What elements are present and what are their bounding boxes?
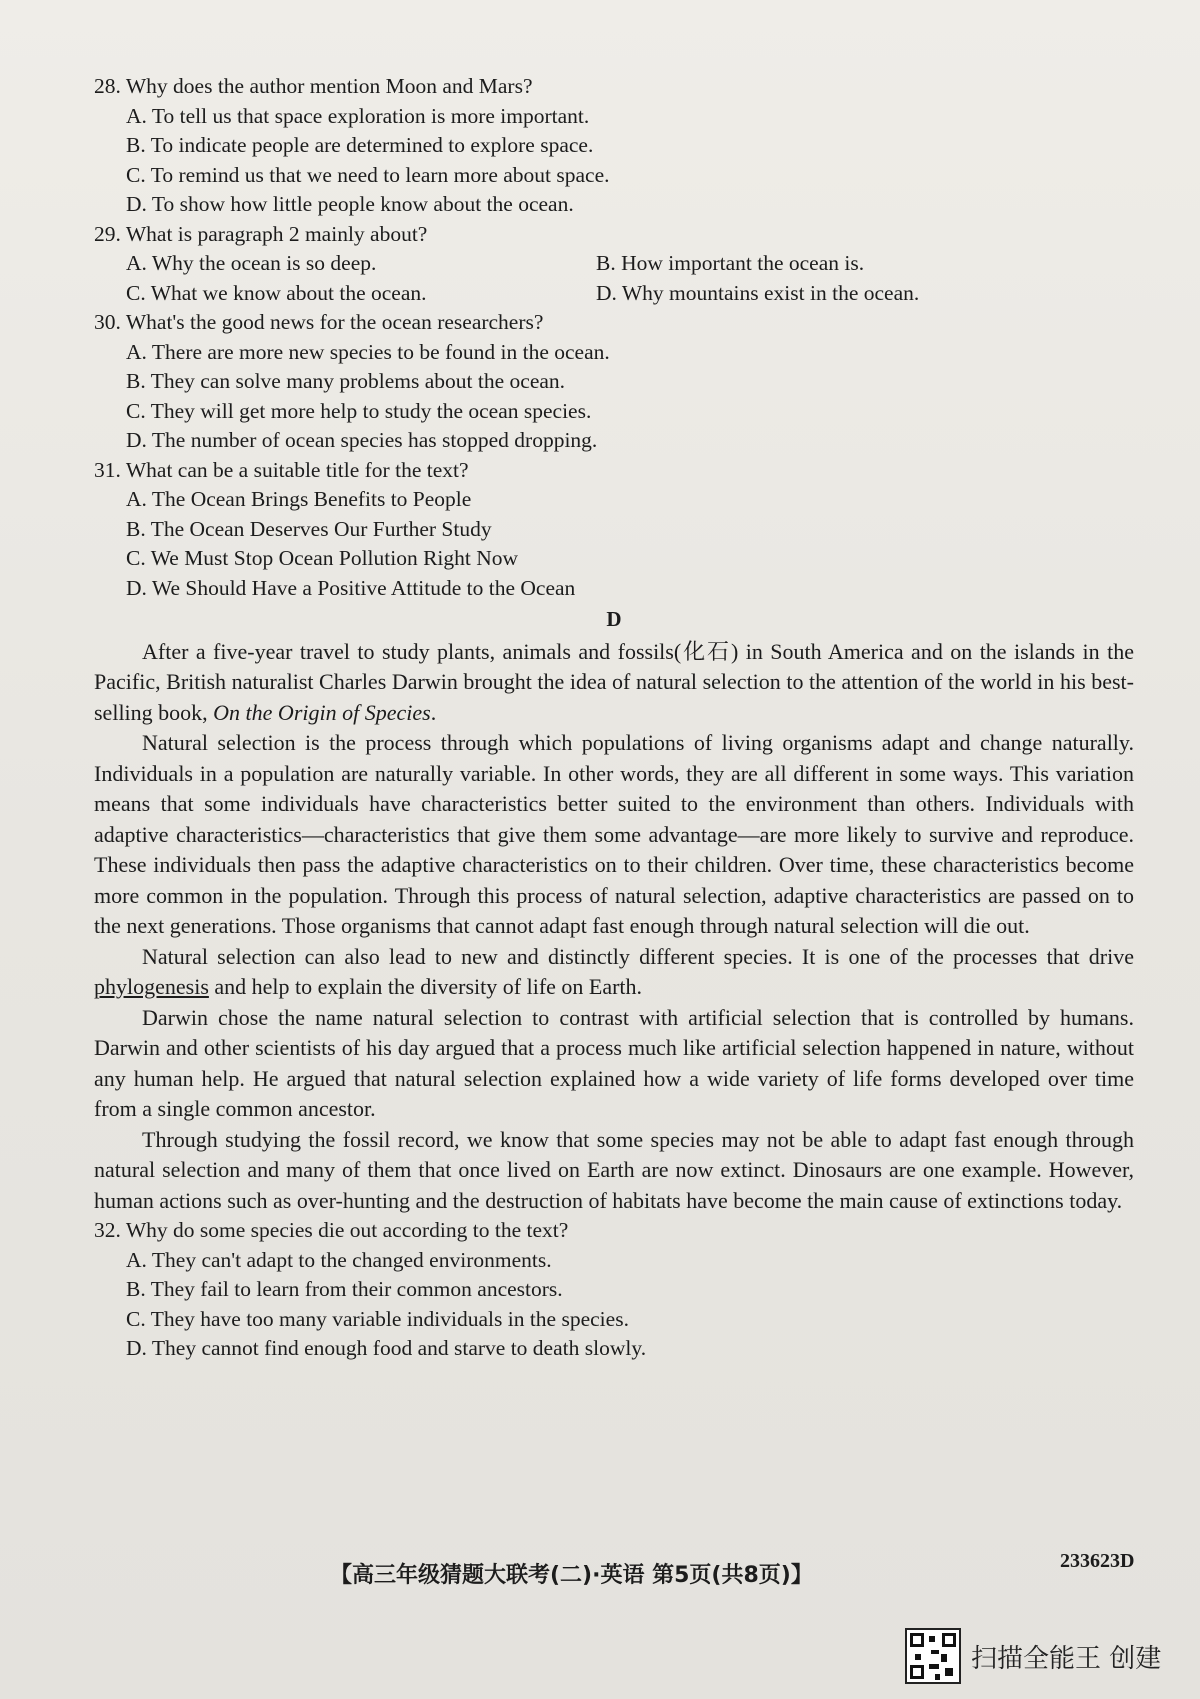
- passage-paragraph-5: Through studying the fossil record, we know that some species may not be able to adapt fast enough through natural selection and many of them that once lived on Earth are now extinct. Dinosaurs are one example. However, human actions such as over-hunting and the destruction of habitats have become the main cause of extinctions today.: [94, 1126, 1134, 1213]
- option-b: B. To indicate people are determined to explore space.: [126, 133, 594, 157]
- option-b: B. How important the ocean is.: [596, 251, 865, 275]
- question-32: [94, 1216, 1134, 1364]
- passage-paragraph-4: Darwin chose the name natural selection to contrast with artificial selection that is controlled by humans. Darwin and other scientists of his day argued that a process much like artificial selection happened in nature, without any human help. He argued that natural selection explained how a wide variety of life forms developed over time from a single common ancestor.: [94, 1004, 1134, 1121]
- option-c: C. We Must Stop Ocean Pollution Right Now: [126, 546, 519, 570]
- option-d: D. They cannot find enough food and starve to death slowly.: [126, 1336, 647, 1360]
- option-c: C. To remind us that we need to learn more about space.: [126, 162, 610, 187]
- page-footer: [0, 1550, 1200, 1594]
- question-29: [94, 220, 1134, 309]
- scanner-watermark: [905, 1628, 1161, 1684]
- qr-code-icon: [905, 1628, 961, 1684]
- option-c: C. They have too many variable individuals in the species.: [126, 1306, 629, 1331]
- option-d: D. To show how little people know about the ocean.: [126, 192, 574, 216]
- paragraph-text: and help to explain the diversity of life on Earth.: [208, 974, 643, 999]
- option-b: B. The Ocean Deserves Our Further Study: [126, 516, 492, 541]
- option-b: B. They fail to learn from their common ancestors.: [126, 1277, 563, 1301]
- question-stem: 28. Why does the author mention Moon and Mars?: [94, 74, 533, 98]
- passage-paragraph-2: Natural selection is the process through which populations of living organisms adapt and change naturally. Individuals in a population are naturally variable. In other words, they are all different in some ways. This variation means that some individuals have characteristics better suited to the environment than others. Individuals with adaptive characteristics—characteristics that give them some advantage—are more likely to survive and reproduce. These individuals then pass the adaptive characteristics on to their children. Over time, these characteristics become more common in the population. Through this process of natural selection, adaptive characteristics are passed on to the next generations. Those organisms that cannot adapt fast enough through natural selection will die out.: [94, 730, 1134, 938]
- watermark-text: 扫描全能王 创建: [971, 1643, 1162, 1674]
- question-stem: 32. Why do some species die out according to the text?: [94, 1218, 569, 1242]
- question-28: [94, 72, 1134, 220]
- book-title: On the Origin of Species: [213, 699, 431, 725]
- option-a: A. There are more new species to be found in the ocean.: [126, 339, 610, 364]
- option-d: D. We Should Have a Positive Attitude to the Ocean: [126, 575, 576, 600]
- question-stem: 29. What is paragraph 2 mainly about?: [94, 221, 428, 246]
- section-heading: D: [606, 607, 622, 631]
- option-d: D. The number of ocean species has stopped dropping.: [126, 428, 598, 452]
- option-a: A. The Ocean Brings Benefits to People: [126, 487, 472, 511]
- question-31: [94, 456, 1134, 604]
- paragraph-text: After a five-year travel to study plants, animals and fossils(化石) in South America and on the islands in the Pacific, British naturalist Charles Darwin brought the idea of natural selection to the attention of the world in his best-selling book,: [94, 638, 1134, 725]
- option-a: A. To tell us that space exploration is more important.: [126, 103, 590, 128]
- option-c: C. They will get more help to study the ocean species.: [126, 398, 592, 423]
- paragraph-text: .: [430, 699, 437, 725]
- passage-paragraph-1: [94, 637, 1134, 729]
- question-stem: 30. What's the good news for the ocean researchers?: [94, 310, 544, 334]
- option-c: C. What we know about the ocean.: [126, 280, 427, 305]
- option-a: A. Why the ocean is so deep.: [126, 251, 377, 275]
- option-b: B. They can solve many problems about the ocean.: [126, 369, 566, 393]
- page-content: [94, 72, 1134, 1364]
- paper-code: 233623D: [1060, 1550, 1135, 1572]
- underlined-word: phylogenesis: [94, 974, 209, 999]
- question-30: [94, 308, 1134, 456]
- question-stem: 31. What can be a suitable title for the text?: [94, 457, 469, 482]
- passage-paragraph-3: [94, 942, 1134, 1003]
- footer-title: 【高三年级猜题大联考(二)·英语 第5页(共8页)】: [330, 1563, 813, 1588]
- option-a: A. They can't adapt to the changed environments.: [126, 1247, 552, 1272]
- option-d: D. Why mountains exist in the ocean.: [596, 280, 920, 305]
- paragraph-text: Natural selection can also lead to new and distinctly different species. It is one of the processes that drive: [142, 943, 1134, 969]
- reading-passage: [94, 637, 1134, 1217]
